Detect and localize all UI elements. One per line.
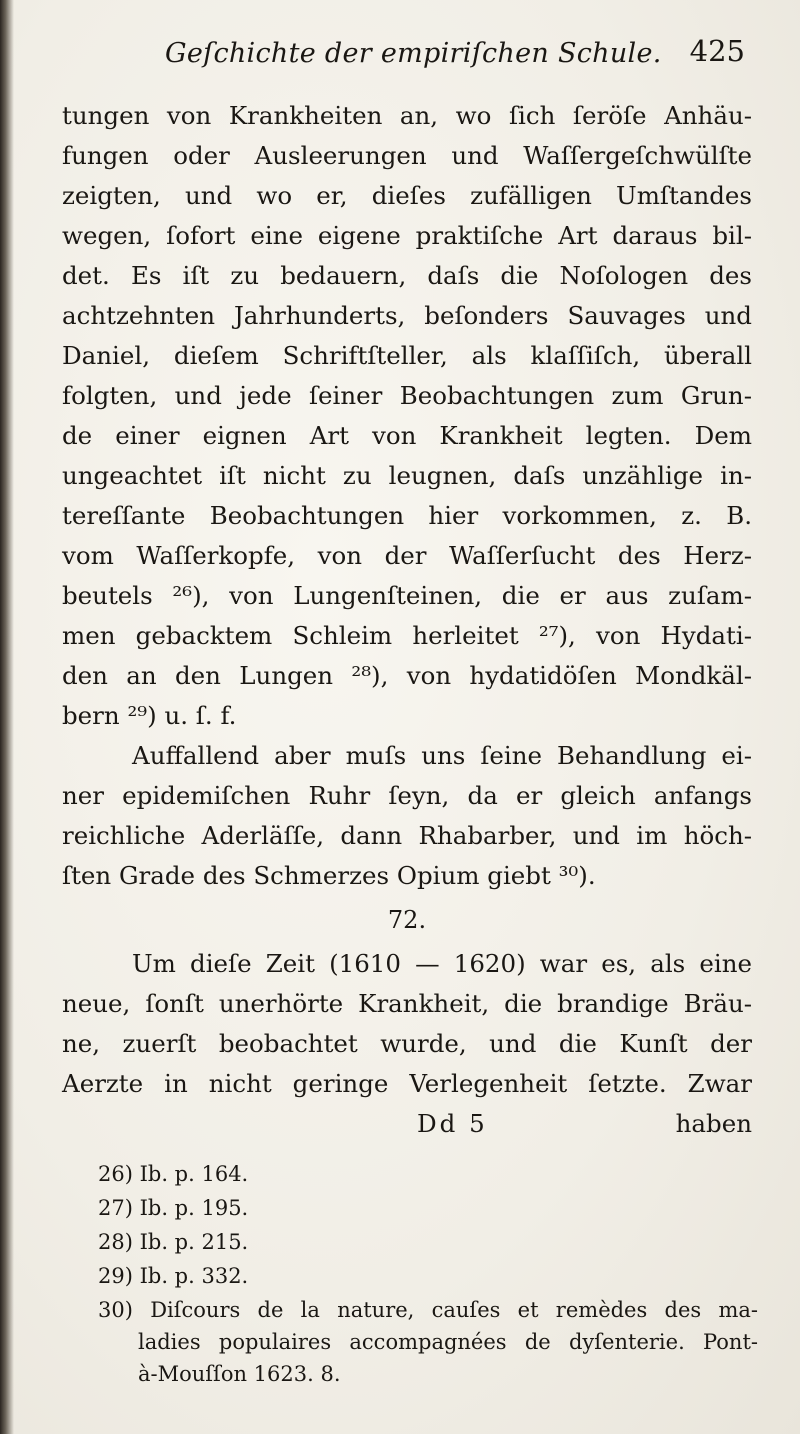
text-line: vom Waſſerkopfe, von der Waſſerſucht des Herz- xyxy=(62,541,752,570)
text-line: reichliche Aderläſſe, dann Rhabarber, und im höch- xyxy=(62,821,752,850)
text-line: ne, zuerſt beobachtet wurde, und die Kunſt der xyxy=(62,1029,752,1058)
page-header xyxy=(165,30,745,80)
footnote: 30) Diſcours de la nature, cauſes et remèdes des ma- xyxy=(98,1298,758,1322)
footnote: 29) Ib. p. 332. xyxy=(98,1264,249,1288)
text-line: wegen, ſofort eine eigene praktiſche Art daraus bil- xyxy=(62,221,752,250)
running-head: Geſchichte der empiriſchen Schule. xyxy=(165,38,662,69)
text-line: beutels ²⁶), von Lungenſteinen, die er aus zuſam- xyxy=(62,581,752,610)
signature-mark: Dd 5 xyxy=(417,1109,488,1138)
text-line: Aerzte in nicht geringe Verlegenheit ſetzte. Zwar xyxy=(62,1069,752,1098)
text-line: neue, ſonſt unerhörte Krankheit, die brandige Bräu- xyxy=(62,989,752,1018)
footnote-continuation: ladies populaires accompagnées de dyſenterie. Pont- xyxy=(138,1330,758,1354)
footnote: 27) Ib. p. 195. xyxy=(98,1196,249,1220)
text-line: det. Es iſt zu bedauern, daſs die Noſologen des xyxy=(62,261,752,290)
text-line: fungen oder Ausleerungen und Waſſergeſchwülſte xyxy=(62,141,752,170)
text-line: bern ²⁹) u. ſ. f. xyxy=(62,701,237,730)
footnote-continuation: à-Mouſſon 1623. 8. xyxy=(138,1362,341,1386)
text-line: ungeachtet iſt nicht zu leugnen, daſs unzählige in- xyxy=(62,461,752,490)
text-line: folgten, und jede ſeiner Beobachtungen zum Grun- xyxy=(62,381,752,410)
text-line: men gebacktem Schleim herleitet ²⁷), von Hydati- xyxy=(62,621,752,650)
text-line: Um dieſe Zeit (1610 — 1620) war es, als eine xyxy=(132,949,752,978)
text-line: Auffallend aber muſs uns ſeine Behandlung ei- xyxy=(132,741,752,770)
text-line: den an den Lungen ²⁸), von hydatidöſen Mondkäl- xyxy=(62,661,752,690)
catchword: haben xyxy=(675,1109,752,1138)
text-line: achtzehnten Jahrhunderts, beſonders Sauvages und xyxy=(62,301,752,330)
catch-line xyxy=(62,1104,752,1144)
text-line: ſten Grade des Schmerzes Opium giebt ³⁰). xyxy=(62,861,596,890)
text-line: de einer eignen Art von Krankheit legten. Dem xyxy=(62,421,752,450)
page-spine-shadow xyxy=(0,0,14,1434)
page-number: 425 xyxy=(689,34,745,68)
text-line: tungen von Krankheiten an, wo ſich ſeröſe Anhäu- xyxy=(62,101,752,130)
text-line: ner epidemiſchen Ruhr ſeyn, da er gleich anfangs xyxy=(62,781,752,810)
footnote: 26) Ib. p. 164. xyxy=(98,1162,249,1186)
text-line: tereſſante Beobachtungen hier vorkommen, z. B. xyxy=(62,501,752,530)
text-line: Daniel, dieſem Schriftſteller, als klaſſiſch, überall xyxy=(62,341,752,370)
section-number: 72. xyxy=(387,906,427,934)
footnote: 28) Ib. p. 215. xyxy=(98,1230,249,1254)
text-line: zeigten, und wo er, dieſes zufälligen Umſtandes xyxy=(62,181,752,210)
